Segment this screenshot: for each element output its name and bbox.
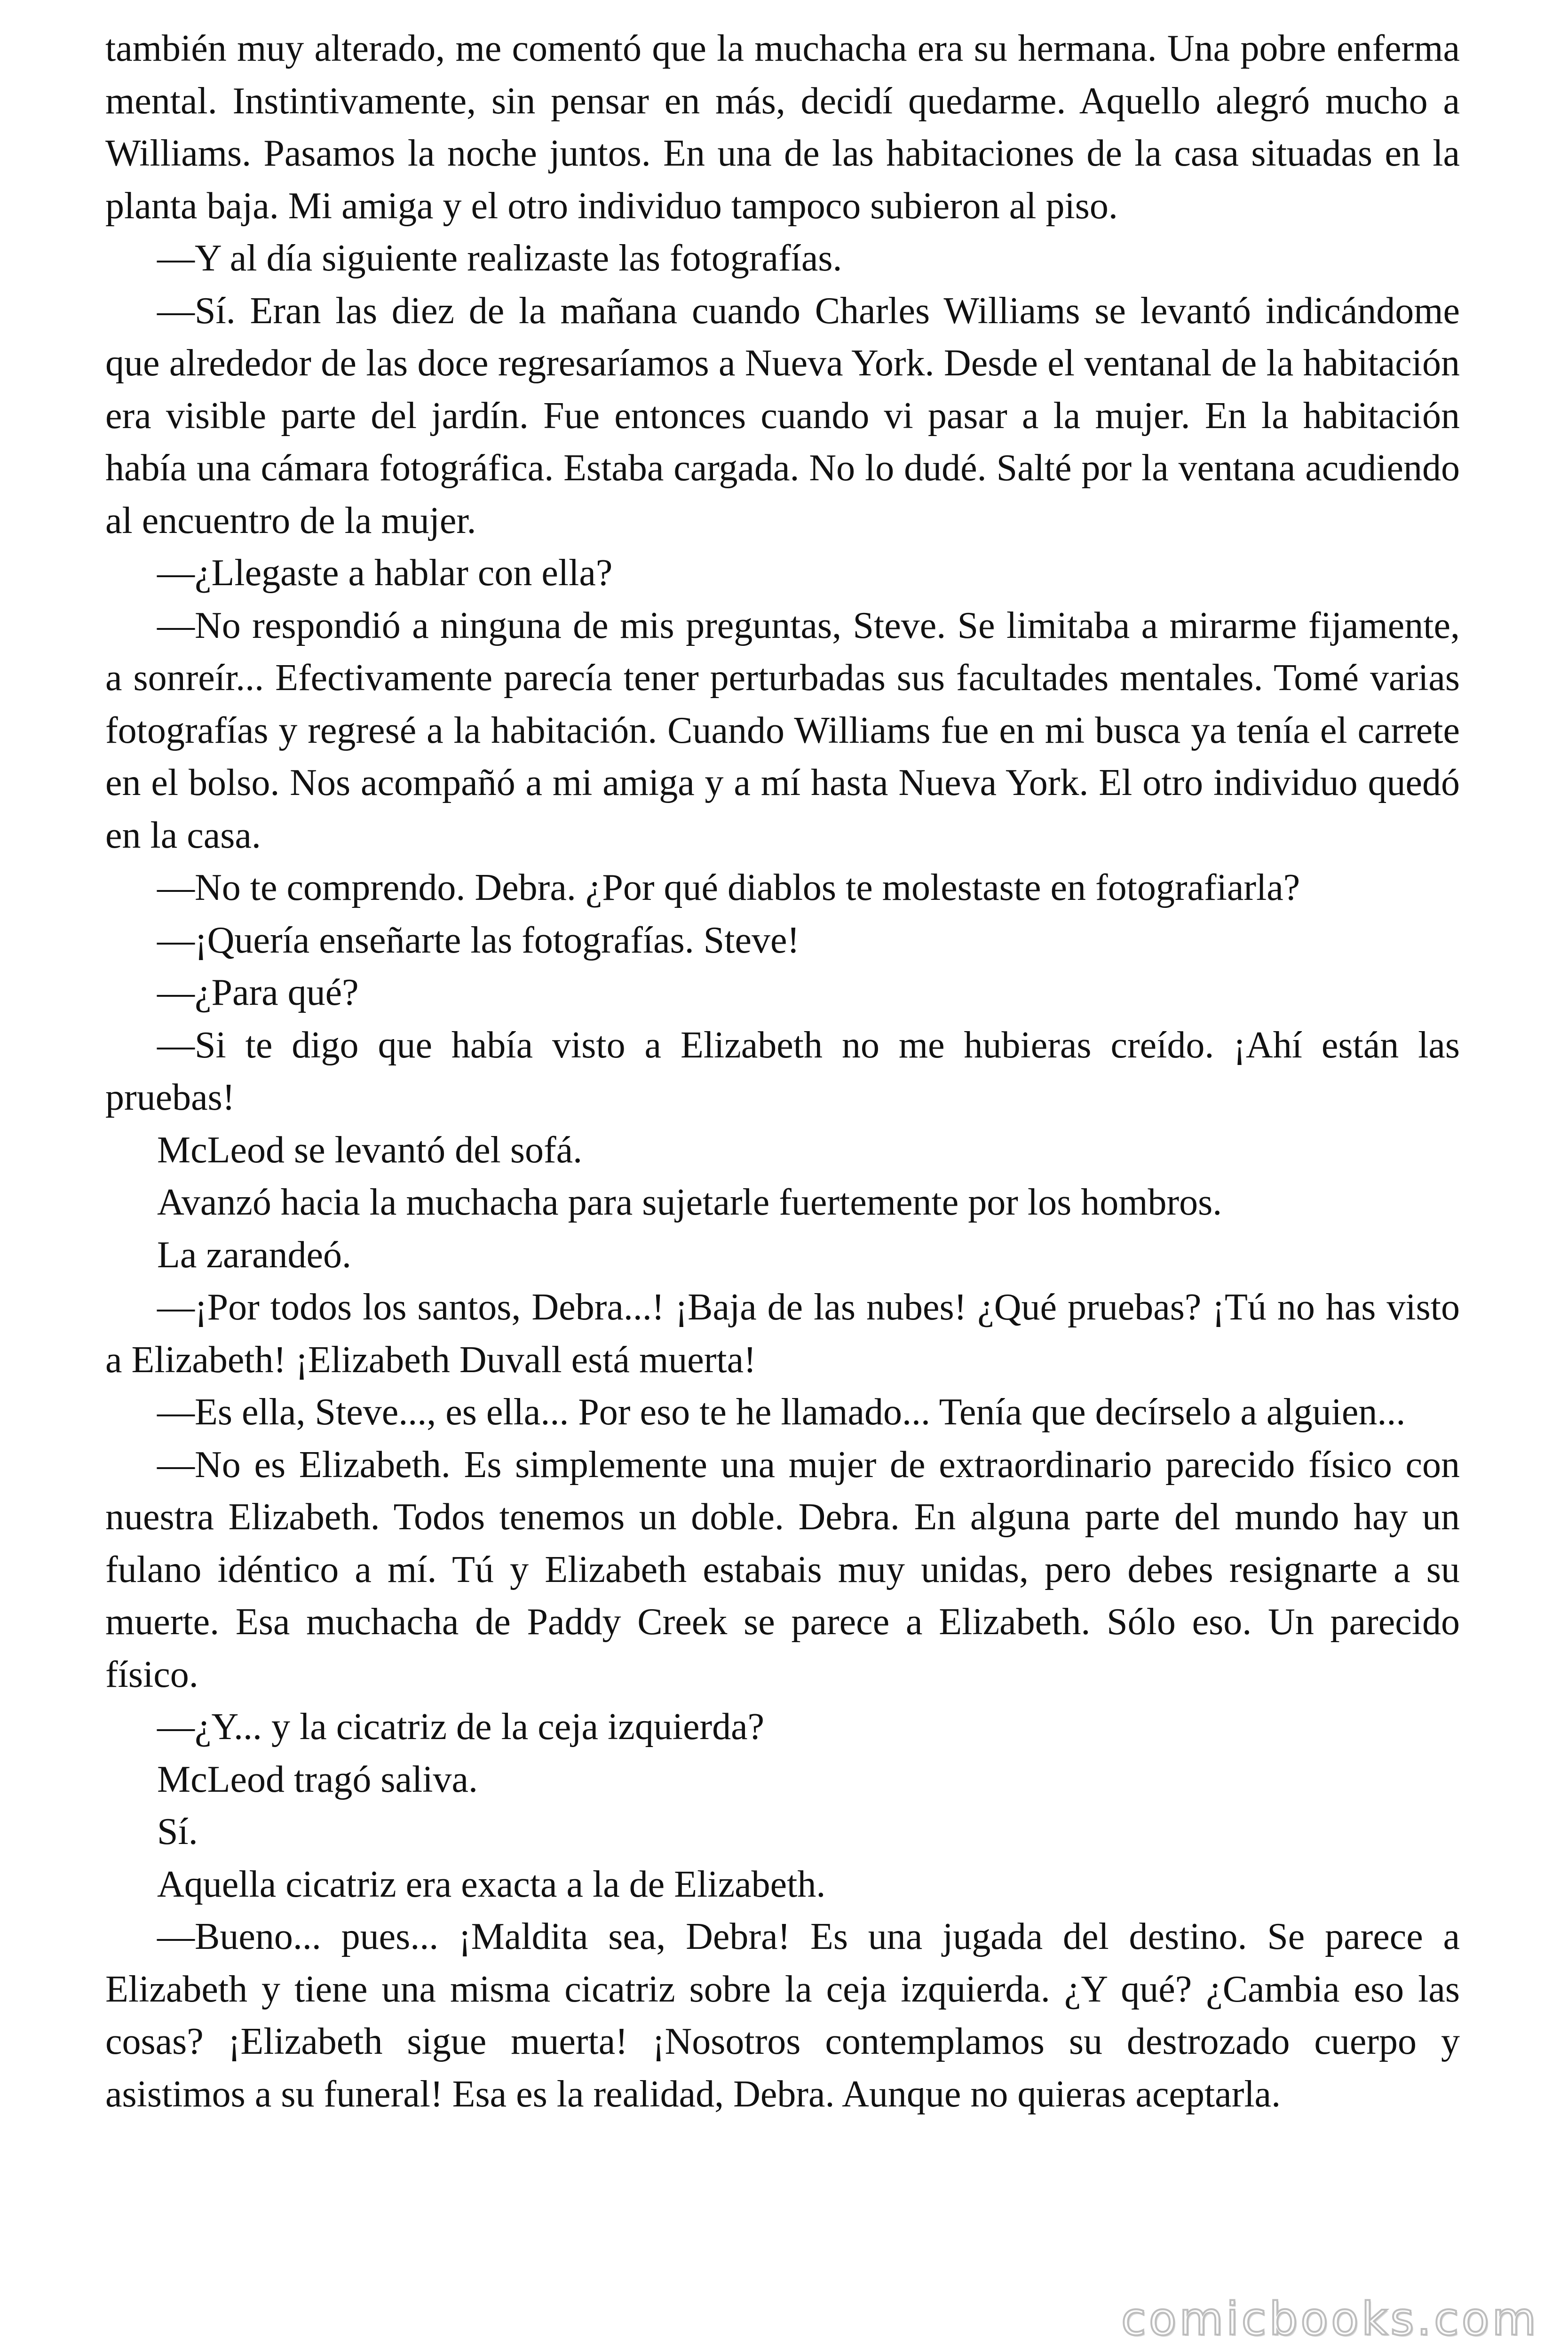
narration-line: Avanzó hacia la muchacha para sujetarle fuertemente por los hombros.: [157, 1182, 1222, 1223]
paragraph-continuation: también muy alterado, me comentó que la muchacha era su hermana. Una pobre enferma mental. Instintivamente, sin pensar en más, decidí quedarme. Aquello alegró mucho a Williams. Pasamos la noche juntos. En una de las habitaciones de la casa situadas en la planta baja. Mi amiga y el otro individuo tampoco subieron al piso.: [105, 28, 1460, 227]
narration-line: McLeod tragó saliva.: [157, 1758, 478, 1800]
dialogue-paragraph: —Si te digo que había visto a Elizabeth no me hubieras creído. ¡Ahí están las pruebas!: [105, 1024, 1460, 1118]
dialogue-paragraph: —No es Elizabeth. Es simplemente una mujer de extraordinario parecido físico con nuestra Elizabeth. Todos tenemos un doble. Debra. En alguna parte del mundo hay un fulano idéntico a mí. Tú y Elizabeth estabais muy unidas, pero debes resignarte a su muerte. Esa muchacha de Paddy Creek se parece a Elizabeth. Sólo eso. Un parecido físico.: [105, 1444, 1460, 1695]
dialogue-paragraph: —Es ella, Steve..., es ella... Por eso te he llamado... Tenía que decírselo a alguien...: [157, 1391, 1406, 1433]
dialogue-paragraph: —Bueno... pues... ¡Maldita sea, Debra! Es una jugada del destino. Se parece a Elizabeth y tiene una misma cicatriz sobre la ceja izquierda. ¿Y qué? ¿Cambia eso las cosas? ¡Elizabeth sigue muerta! ¡Nosotros contemplamos su destrozado cuerpo y asistimos a su funeral! Esa es la realidad, Debra. Aunque no quieras aceptarla.: [105, 1916, 1460, 2115]
narration-line: McLeod se levantó del sofá.: [157, 1129, 583, 1171]
dialogue-line: —¿Y... y la cicatriz de la ceja izquierda?: [157, 1706, 765, 1748]
dialogue-paragraph: —Sí. Eran las diez de la mañana cuando Charles Williams se levantó indicándome que alrededor de las doce regresaríamos a Nueva York. Desde el ventanal de la habitación era visible parte del jardín. Fue entonces cuando vi pasar a la mujer. En la habitación había una cámara fotográfica. Estaba cargada. No lo dudé. Salté por la ventana acudiendo al encuentro de la mujer.: [105, 290, 1460, 541]
watermark-logo: comicbooks.com: [1121, 2293, 1539, 2345]
narration-line: La zarandeó.: [157, 1234, 352, 1276]
dialogue-line: —¿Llegaste a hablar con ella?: [157, 552, 613, 594]
dialogue-line: —Y al día siguiente realizaste las fotografías.: [157, 238, 842, 279]
dialogue-paragraph: —¡Por todos los santos, Debra...! ¡Baja de las nubes! ¿Qué pruebas? ¡Tú no has visto a Elizabeth! ¡Elizabeth Duvall está muerta!: [105, 1287, 1460, 1381]
book-page-text: [105, 23, 1460, 2121]
narration-line: Sí.: [157, 1811, 198, 1852]
dialogue-line: —¿Para qué?: [157, 972, 359, 1013]
narration-line: Aquella cicatriz era exacta a la de Elizabeth.: [157, 1863, 826, 1905]
dialogue-paragraph: —No respondió a ninguna de mis preguntas, Steve. Se limitaba a mirarme fijamente, a sonreír... Efectivamente parecía tener perturbadas sus facultades mentales. Tomé varias fotografías y regresé a la habitación. Cuando Williams fue en mi busca ya tenía el carrete en el bolso. Nos acompañó a mi amiga y a mí hasta Nueva York. El otro individuo quedó en la casa.: [105, 604, 1460, 856]
dialogue-line: —¡Quería enseñarte las fotografías. Steve!: [157, 919, 800, 961]
dialogue-paragraph: —No te comprendo. Debra. ¿Por qué diablos te molestaste en fotografiarla?: [157, 867, 1300, 908]
